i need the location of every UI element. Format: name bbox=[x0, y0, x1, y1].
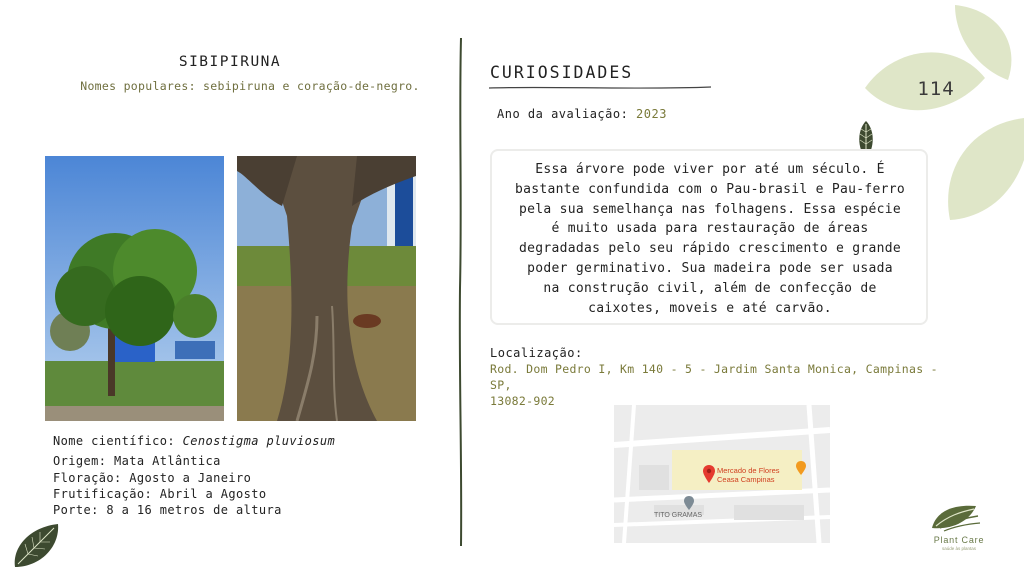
tree-photo bbox=[45, 156, 224, 421]
tree-trunk-photo bbox=[237, 156, 416, 421]
food-marker-icon bbox=[796, 461, 806, 475]
evaluation-year-label: Ano da avaliação: bbox=[497, 107, 637, 121]
leaf-shape-bottom bbox=[948, 118, 1024, 220]
leaf-icon bbox=[10, 522, 62, 570]
map-pin-label-line: Mercado de Flores bbox=[717, 466, 780, 475]
evaluation-year bbox=[497, 107, 667, 121]
popular-names: Nomes populares: sebipiruna e coração-de-negro. bbox=[80, 79, 420, 93]
curiosity-line: pela sua semelhança nas folhagens. Essa espécie bbox=[519, 201, 901, 217]
scientific-name: Cenostigma pluviosum bbox=[182, 434, 336, 448]
curiosity-text bbox=[500, 160, 920, 318]
evaluation-year-value: 2023 bbox=[636, 107, 667, 121]
size: Porte: 8 a 16 metros de altura bbox=[53, 503, 282, 517]
map-pin-icon bbox=[703, 465, 715, 483]
location-map[interactable] bbox=[614, 405, 830, 543]
scientific-name-row bbox=[53, 434, 335, 448]
fruiting: Frutificação: Abril a Agosto bbox=[53, 487, 267, 501]
map-place-label: TITO GRAMAS bbox=[654, 512, 703, 519]
location-label: Localização: bbox=[490, 346, 583, 360]
curiosity-line: na construção civil, além de confecção de bbox=[543, 280, 877, 296]
gray-marker-icon bbox=[684, 496, 694, 510]
flowering: Floração: Agosto a Janeiro bbox=[53, 471, 252, 485]
curiosity-line: Essa árvore pode viver por até um século. É bbox=[535, 162, 885, 177]
heading-underline bbox=[489, 84, 711, 92]
brand-name: Plant Care bbox=[933, 535, 985, 545]
section-heading: CURIOSIDADES bbox=[490, 63, 634, 82]
map-pin-label-line: Ceasa Campinas bbox=[717, 475, 775, 484]
address-line: 13082-902 bbox=[490, 394, 556, 408]
curiosity-line: degradadas pelo seu rápido crescimento e grande bbox=[519, 241, 901, 257]
divider bbox=[458, 38, 464, 546]
location-address bbox=[490, 361, 960, 409]
curiosity-line: poder germinativo. Sua madeira pode ser usada bbox=[527, 260, 893, 276]
address-line: Rod. Dom Pedro I, Km 140 - 5 - Jardim Santa Monica, Campinas - SP, bbox=[490, 362, 938, 392]
brand-tagline: saúde às plantas bbox=[941, 546, 977, 551]
origin: Origem: Mata Atlântica bbox=[53, 454, 221, 468]
page-number: 114 bbox=[917, 78, 955, 100]
scientific-name-label: Nome científico: bbox=[53, 434, 183, 448]
curiosity-line: caixotes, moveis e até carvão. bbox=[588, 300, 832, 316]
map-pin-label bbox=[717, 466, 780, 484]
species-title: SIBIPIRUNA bbox=[178, 54, 282, 70]
curiosity-line: bastante confundida com o Pau-brasil e Pau-ferro bbox=[514, 181, 906, 197]
plant-care-logo-icon bbox=[930, 502, 982, 534]
curiosity-line: é muito usada para restauração de áreas bbox=[551, 221, 869, 237]
